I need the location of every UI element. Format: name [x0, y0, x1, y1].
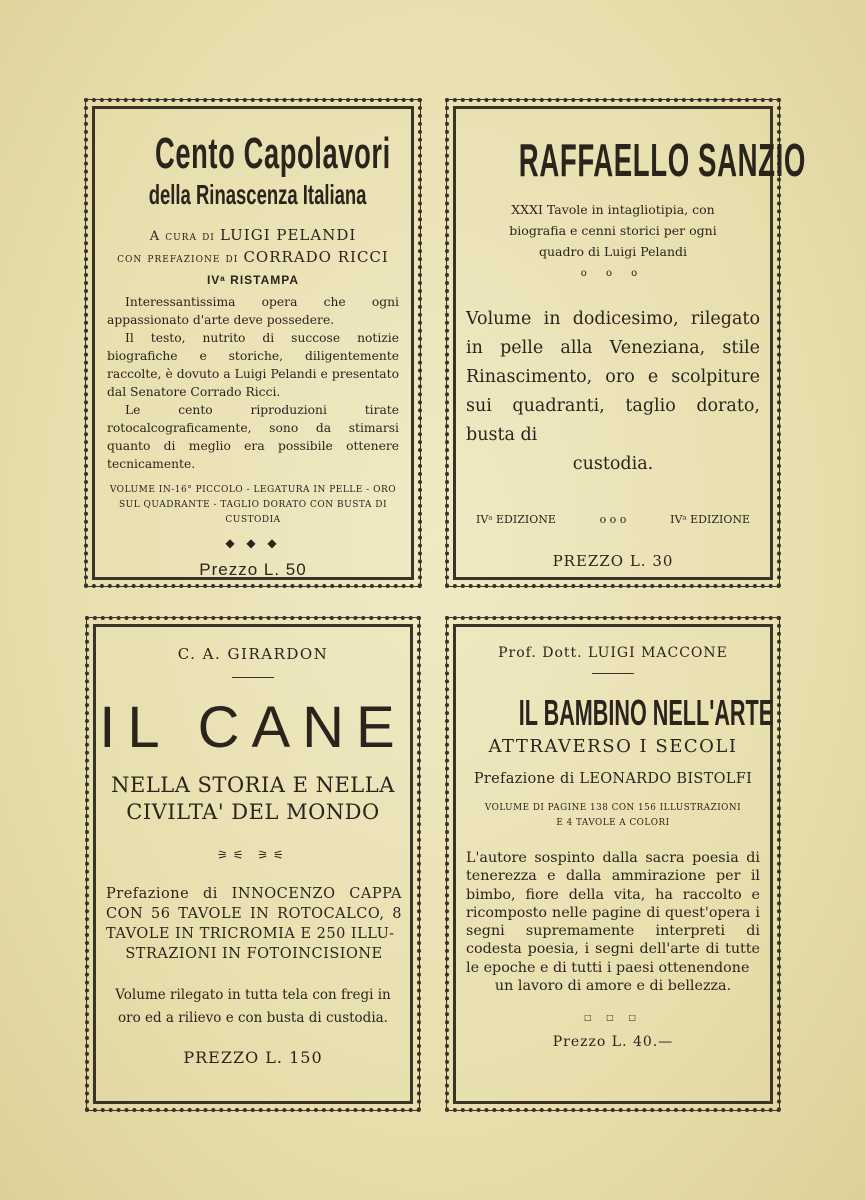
- panel2-editions: [456, 513, 770, 526]
- panel4-circles: □ □ □: [584, 1013, 642, 1023]
- panel4-title: IL BAMBINO NELL'ARTE: [518, 692, 774, 733]
- panel1-paragraph: Il testo, nutrito di succose notizie biografiche e storiche, diligentemente raccolte, è dovuto a Luigi Pelandi e presentato dal Senatore Corrado Ricci.: [107, 331, 399, 399]
- panel4-author: Prof. Dott. LUIGI MACCONE: [498, 645, 728, 661]
- panel1-curator-name: LUIGI PELANDI: [220, 226, 357, 244]
- panel-bambino-nell-arte: [453, 624, 773, 1104]
- panel1-title: Cento Capolavori: [155, 129, 391, 178]
- panel3-preface: [96, 884, 410, 964]
- panel1-preface-prefix: con prefazione di: [117, 251, 239, 266]
- panel3-subtitle-line1: NELLA STORIA E NELLA: [111, 773, 395, 797]
- panel-il-cane: [93, 624, 413, 1104]
- panel4-body: [456, 849, 770, 995]
- panel1-paragraph: Interessantissima opera che ogni appassionato d'arte deve possedere.: [107, 295, 399, 327]
- panel3-subtitle-line2: CIVILTA' DEL MONDO: [126, 800, 380, 824]
- panel1-reprint: IVᵃ RISTAMPA: [206, 273, 300, 287]
- panel2-body-last: custodia.: [572, 454, 654, 474]
- panel1-curator: [95, 225, 411, 269]
- panel3-title: IL CANE: [99, 695, 407, 760]
- panel3-rule: [232, 677, 274, 678]
- panel4-volume-line1: VOLUME DI PAGINE 138 CON 156 ILLUSTRAZIONI: [484, 803, 742, 813]
- panel4-preface: Prefazione di LEONARDO BISTOLFI: [473, 771, 753, 787]
- panel2-circles: o o o: [580, 268, 646, 279]
- panel2-body-text: Volume in dodicesimo, rilegato in pelle alla Veneziana, stile Rinascimento, oro e scolpiture sui quadranti, taglio dorato, busta di: [466, 309, 760, 445]
- panel3-subtitle: [96, 772, 410, 826]
- panel1-price: Prezzo L. 50: [199, 560, 307, 579]
- panel2-title: RAFFAELLO SANZIO: [518, 134, 806, 186]
- panel2-edition-left: IVᵃ EDIZIONE: [476, 513, 556, 526]
- panel-cento-capolavori: [92, 106, 414, 580]
- panel2-edition-right: IVᵃ EDIZIONE: [670, 513, 750, 526]
- panel2-subtitle: XXXI Tavole in intagliotipia, con biografia e cenni storici per ogni quadro di Luigi Pelandi: [509, 202, 717, 259]
- panel2-body: [456, 305, 770, 479]
- panel4-volume-line2: E 4 TAVOLE A COLORI: [556, 818, 670, 828]
- panel3-price: PREZZO L. 150: [183, 1048, 323, 1067]
- panel3-ornament: ⚞⚟ ⚞⚟: [217, 848, 289, 862]
- panel1-ornament: ◆ ◆ ◆: [225, 536, 281, 550]
- panel4-body-text: L'autore sospinto dalla sacra poesia di tenerezza e dalla ammirazione per il bimbo, fiore della vita, ha raccolto e ricomposto nelle pagine di quest'opera i segni supremamente interpreti di codesta poesia, i segni dell'arte di tutte le epoche e di tutti i paesi ottenendone: [466, 850, 760, 976]
- panel1-preface-name: CORRADO RICCI: [243, 248, 389, 266]
- panel4-price: Prezzo L. 40.—: [552, 1034, 674, 1051]
- panel2-edition-mid: o o o: [599, 513, 627, 526]
- panel3-author: C. A. GIRARDON: [177, 645, 329, 663]
- panel4-volume: [456, 801, 770, 831]
- panel2-price: PREZZO L. 30: [552, 552, 674, 570]
- panel4-rule: [592, 673, 634, 674]
- panel-raffaello-sanzio: [453, 106, 806, 580]
- panel1-format: VOLUME IN-16° PICCOLO - LEGATURA IN PELLE - ORO SUL QUADRANTE - TAGLIO DORATO CON BUSTA DI CUSTODIA: [109, 485, 397, 525]
- panel3-preface-last: STRAZIONI IN FOTOINCISIONE: [125, 946, 383, 962]
- panel1-paragraph: Le cento riproduzioni tirate rotocalcograficamente, sono da stimarsi quanto di meglio era possibile ottenere tecnicamente.: [107, 403, 399, 471]
- panel4-body-last: un lavoro di amore e di bellezza.: [494, 978, 732, 995]
- panel1-description: [95, 287, 411, 473]
- panel4-subtitle: ATTRAVERSO I SECOLI: [488, 736, 738, 757]
- panel3-preface-text: Prefazione di INNOCENZO CAPPA CON 56 TAVOLE IN ROTOCALCO, 8 TAVOLE IN TRICROMIA E 250 ILLU-: [106, 886, 402, 942]
- panel3-volume: Volume rilegato in tutta tela con fregi in oro ed a rilievo e con busta di custodia.: [115, 987, 391, 1026]
- panel1-subtitle: della Rinascenza Italiana: [148, 179, 367, 210]
- panel1-curator-prefix: A cura di: [149, 229, 215, 244]
